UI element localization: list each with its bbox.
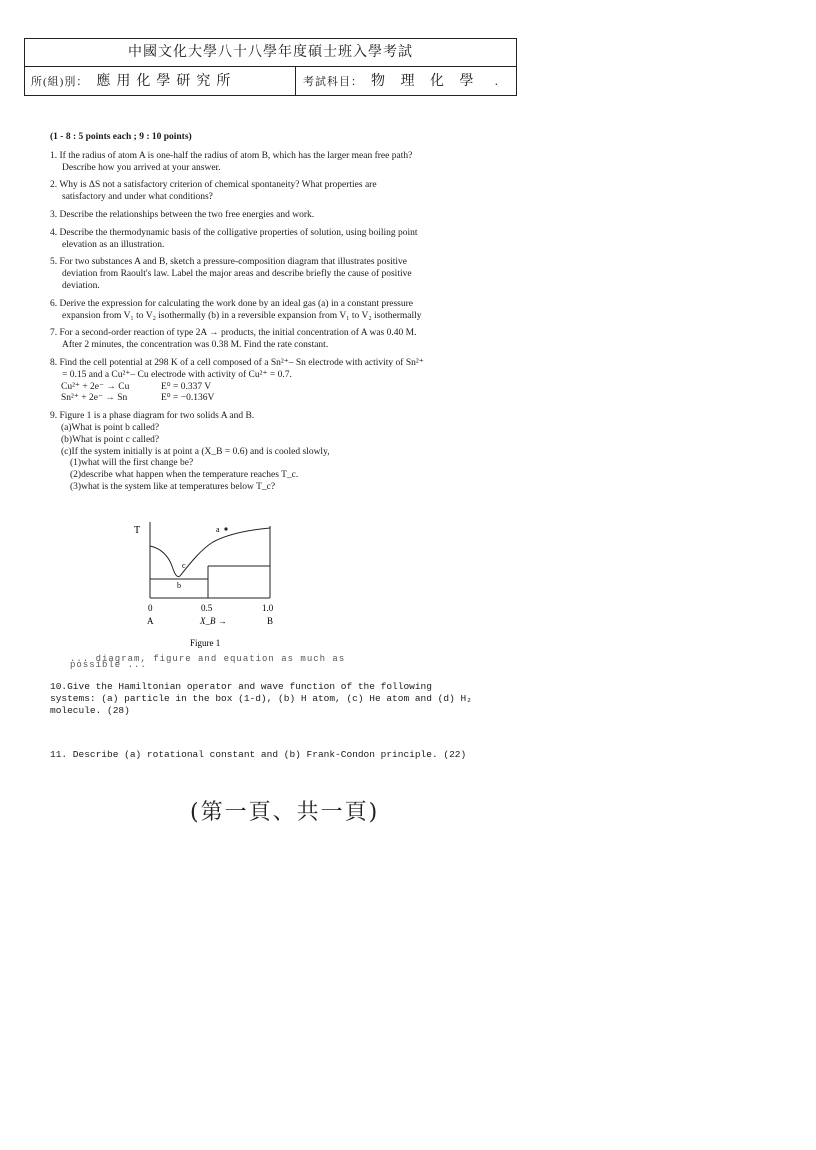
subject-cell xyxy=(303,67,480,96)
question-number: 4. xyxy=(50,227,58,238)
reaction-potential: E⁰ = −0.136V xyxy=(161,393,215,404)
question-text: Describe the relationships between the two free energies and work. xyxy=(59,209,315,220)
question-number: 7. xyxy=(50,328,58,339)
point-c-label: c xyxy=(182,561,186,570)
question-subpart: (1)what will the first change be? xyxy=(70,458,194,469)
question-text: deviation. xyxy=(62,280,100,291)
question-text: 10.Give the Hamiltonian operator and wave function of the following xyxy=(50,681,432,692)
header-info-row xyxy=(25,67,516,95)
question-text: = 0.15 and a Cu²⁺– Cu electrode with activity of Cu²⁺ = 0.7. xyxy=(62,369,292,380)
exam-content xyxy=(50,132,500,500)
question-text: molecule. (28) xyxy=(50,705,130,716)
question-8 xyxy=(50,358,500,405)
question-text: elevation as an illustration. xyxy=(62,239,165,250)
question-number: 3. xyxy=(50,209,58,220)
question-10 xyxy=(50,681,490,717)
question-subpart: (2)describe what happen when the temperature reaches T_c. xyxy=(70,470,299,481)
question-text: Describe the thermodynamic basis of the colligative properties of solution, using boiling point xyxy=(59,227,418,238)
page-count-handwritten: (第一頁、共一頁) xyxy=(190,800,380,825)
component-b-label: B xyxy=(267,616,274,626)
question-text: For two substances A and B, sketch a pressure-composition diagram that illustrates positive xyxy=(59,257,407,268)
question-text: For a second-order reaction of type 2A → products, the initial concentration of A was 0.40 M. xyxy=(59,328,417,339)
question-11: 11. Describe (a) rotational constant and (b) Frank-Condon principle. (22) xyxy=(50,749,467,760)
question-text: Describe how you arrived at your answer. xyxy=(62,162,221,173)
question-number: 1. xyxy=(50,150,58,161)
figure-caption: Figure 1 xyxy=(190,638,221,648)
question-text: Why is ΔS not a satisfactory criterion of chemical spontaneity? What properties are xyxy=(59,180,377,191)
point-b-label: b xyxy=(177,581,181,590)
header-dot: . xyxy=(494,73,498,88)
question-2 xyxy=(50,180,500,204)
reaction-row xyxy=(50,393,500,405)
reaction-potential: E⁰ = 0.337 V xyxy=(161,381,212,392)
x-axis-label: X_B → xyxy=(200,616,227,626)
question-number: 6. xyxy=(50,298,58,309)
liquidus-curve xyxy=(150,528,270,577)
reaction-equation: Cu²⁺ + 2e⁻ → Cu xyxy=(61,381,130,392)
question-part: (b)What is point c called? xyxy=(61,434,160,445)
point-a-label: a xyxy=(216,525,220,534)
department-cell xyxy=(31,67,236,96)
reaction-equation: Sn²⁺ + 2e⁻ → Sn xyxy=(61,393,128,404)
question-5 xyxy=(50,257,500,292)
department-value: 應用化學研究所 xyxy=(96,74,237,89)
y-axis-label: T xyxy=(134,525,141,536)
question-text: Find the cell potential at 298 K of a cell composed of a Sn²⁺– Sn electrode with activity of Sn²⁺ xyxy=(59,357,424,368)
question-text: Figure 1 is a phase diagram for two solids A and B. xyxy=(59,411,255,422)
question-number: 9. xyxy=(50,411,58,422)
question-subpart: (3)what is the system like at temperatures below T_c? xyxy=(70,481,276,492)
question-3 xyxy=(50,210,500,222)
component-a-label: A xyxy=(147,616,154,626)
department-label: 所(組)別： xyxy=(31,76,89,88)
subject-label: 考試科目： xyxy=(303,76,363,88)
x-tick-label: 0 xyxy=(148,603,153,613)
phase-diagram-figure xyxy=(128,520,298,655)
question-number: 5. xyxy=(50,257,58,268)
reaction-row xyxy=(50,382,500,394)
question-text: Derive the expression for calculating the work done by an ideal gas (a) in a constant pressure xyxy=(59,298,413,309)
question-text: systems: (a) particle in the box (1-d), (b) H atom, (c) He atom and (d) H₂ xyxy=(50,693,472,704)
subject-value: 物 理 化 學 xyxy=(371,74,480,89)
question-text: expansion from V₁ to V₂ isothermally (b) in a reversible expansion from V₁ to V₂ isothermally xyxy=(62,310,422,321)
phase-diagram xyxy=(128,520,298,655)
question-text: If the radius of atom A is one-half the radius of atom B, which has the larger mean free path? xyxy=(59,150,413,161)
question-6 xyxy=(50,299,500,323)
question-7 xyxy=(50,328,500,352)
x-tick-label: 1.0 xyxy=(262,603,274,613)
scan-fragment: ... diagram, figure and equation as much as possible ... xyxy=(70,654,346,670)
exam-header xyxy=(24,38,517,96)
point-a-marker xyxy=(224,527,227,530)
question-number: 8. xyxy=(50,357,58,368)
question-1 xyxy=(50,151,500,175)
question-9 xyxy=(50,411,500,494)
header-divider xyxy=(295,67,296,95)
question-part: (a)What is point b called? xyxy=(61,422,160,433)
question-number: 2. xyxy=(50,180,58,191)
question-text: After 2 minutes, the concentration was 0.38 M. Find the rate constant. xyxy=(62,340,329,351)
question-text: deviation from Raoult's law. Label the major areas and describe briefly the cause of positive xyxy=(62,269,412,280)
points-note: (1 - 8 : 5 points each ; 9 : 10 points) xyxy=(50,132,192,142)
question-part: (c)If the system initially is at point a (X_B = 0.6) and is cooled slowly, xyxy=(61,446,330,457)
question-text: satisfactory and under what conditions? xyxy=(62,192,213,203)
x-tick-label: 0.5 xyxy=(201,603,213,613)
exam-title: 中國文化大學八十八學年度碩士班入學考試 xyxy=(25,39,516,67)
question-4 xyxy=(50,228,500,252)
